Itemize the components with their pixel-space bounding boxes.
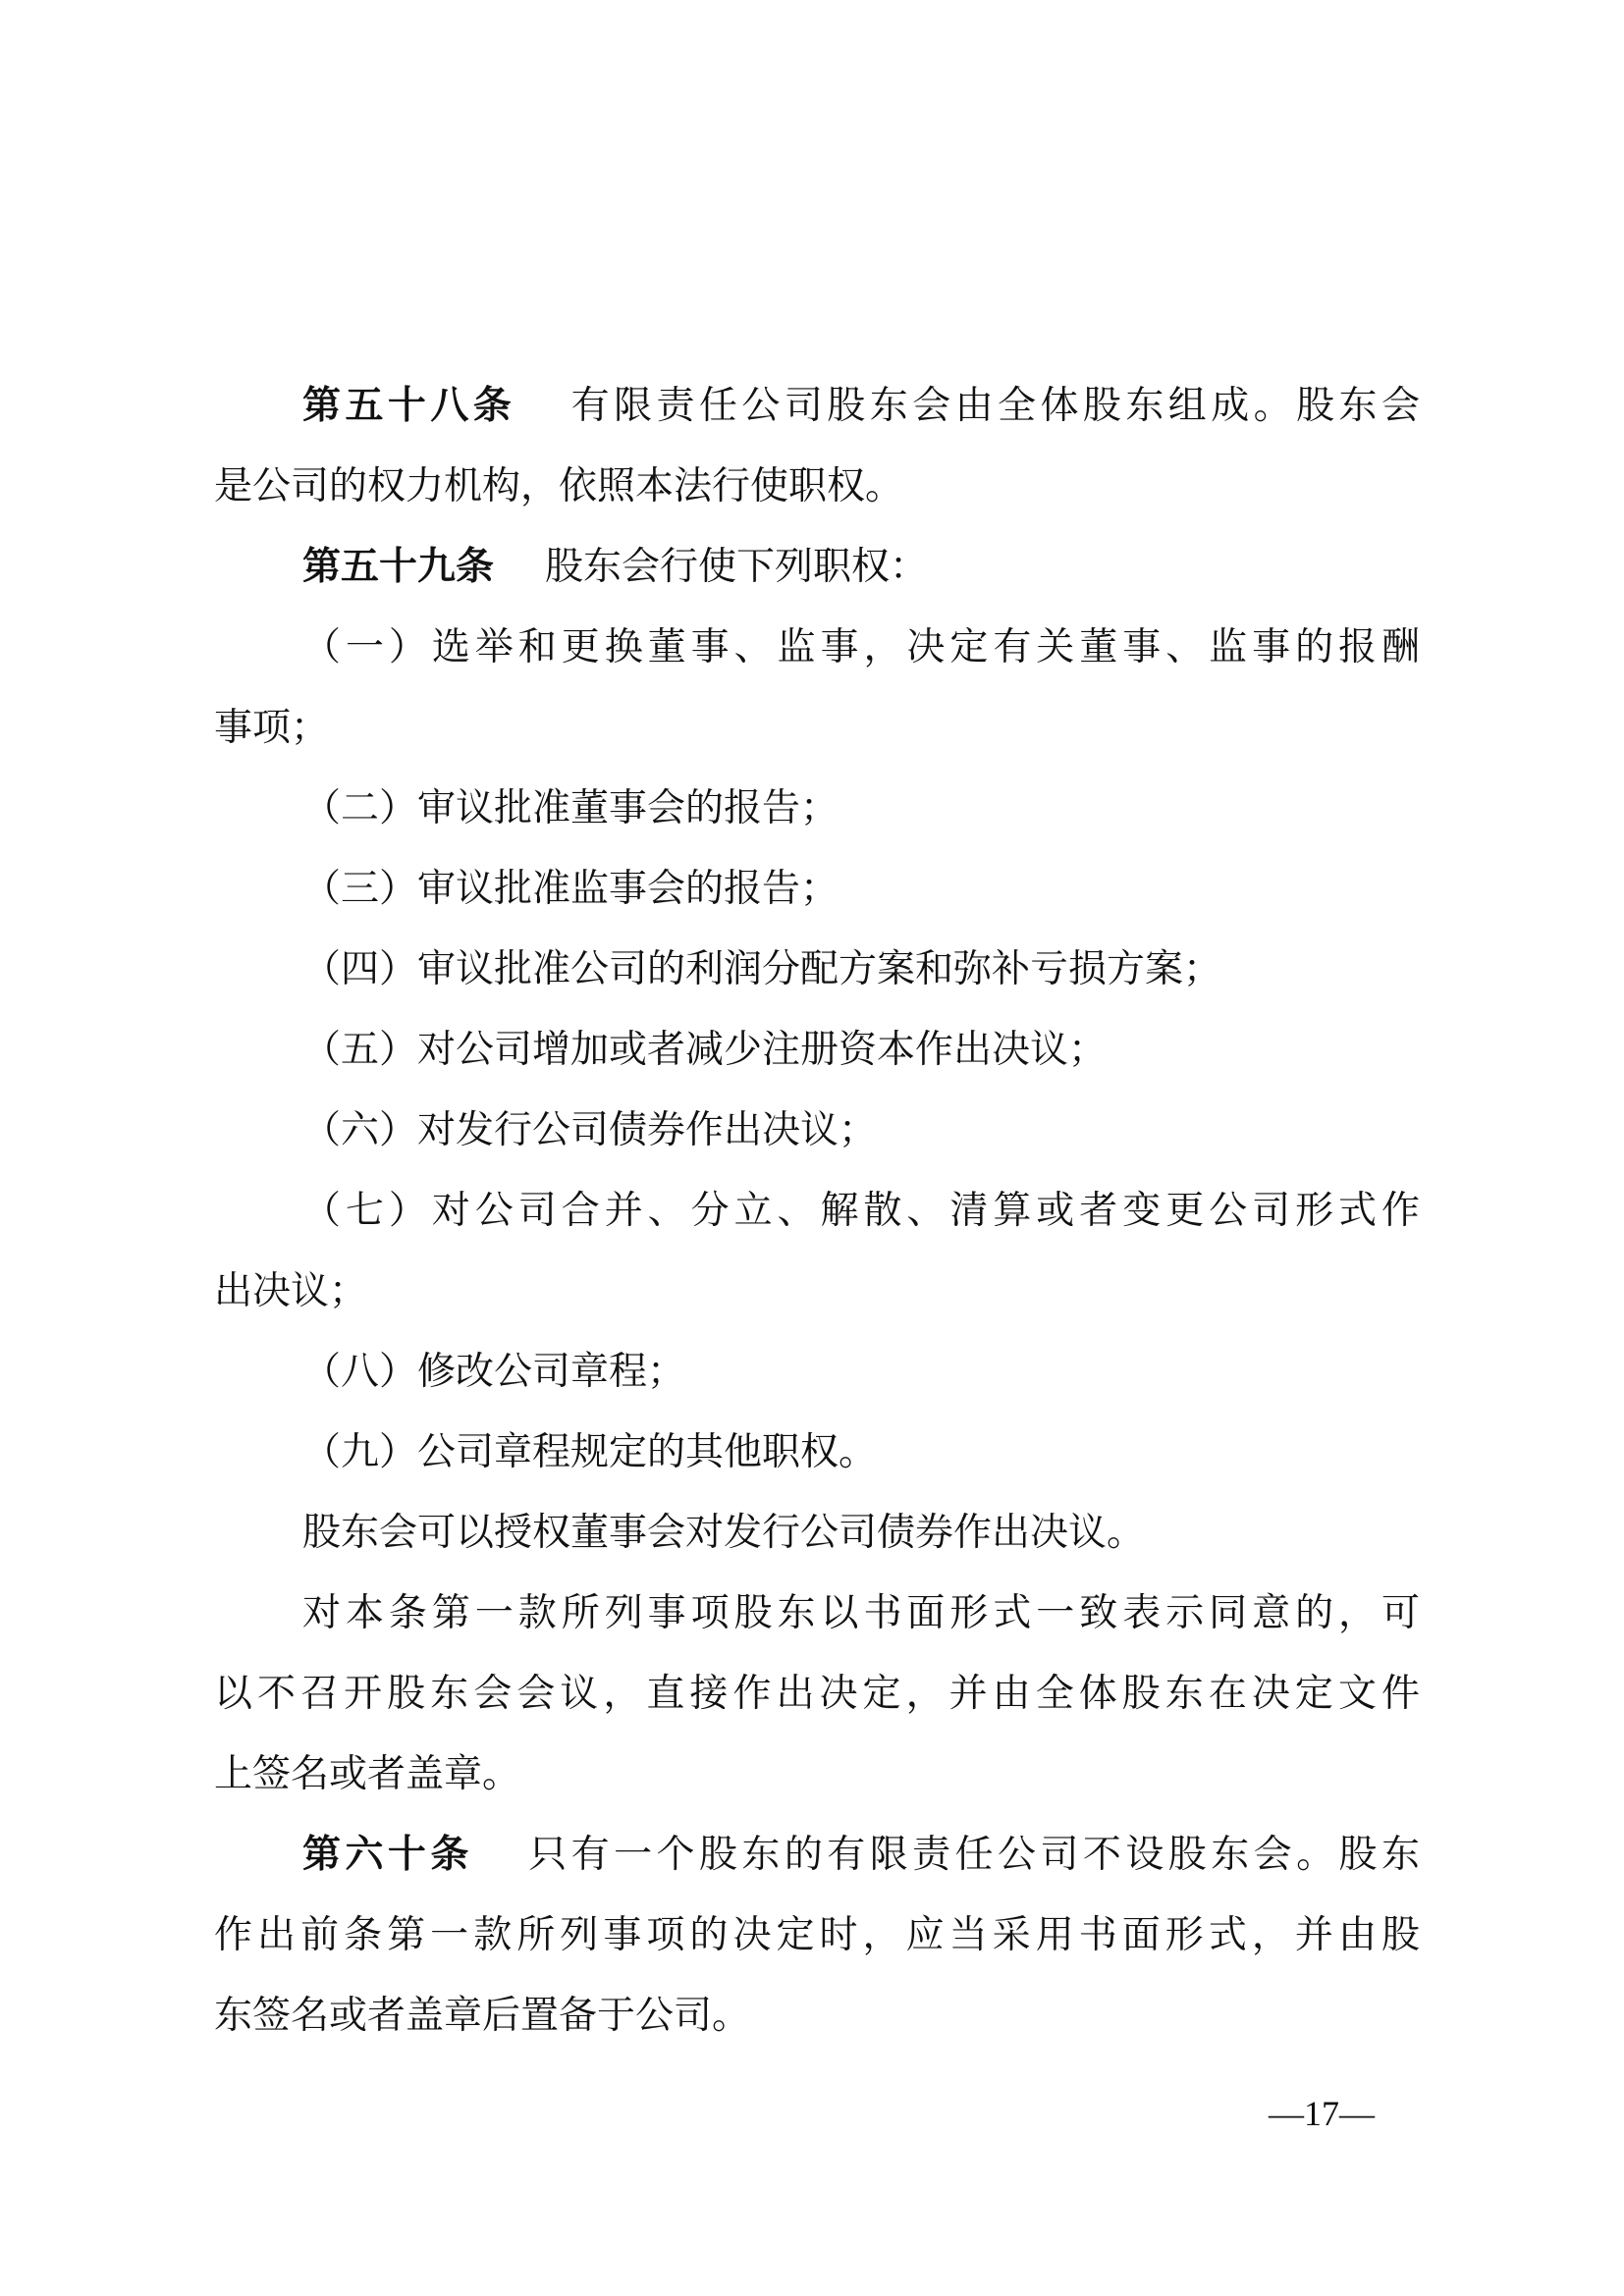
article-60-line-2: 作出前条第一款所列事项的决定时，应当采用书面形式，并由股	[214, 1913, 1420, 1957]
article-59-intro: 股东会行使下列职权：	[545, 545, 929, 589]
article-59-item-1-line-1: （一）选举和更换董事、监事，决定有关董事、监事的报酬	[302, 625, 1420, 669]
article-59-item-9: （九）公司章程规定的其他职权。	[302, 1430, 878, 1474]
article-59-paragraph-3-line-1: 对本条第一款所列事项股东以书面形式一致表示同意的，可	[302, 1591, 1420, 1635]
article-59-paragraph-3-line-3: 上签名或者盖章。	[214, 1752, 521, 1796]
article-59-item-6: （六）对发行公司债券作出决议；	[302, 1108, 878, 1152]
article-59-paragraph-2: 股东会可以授权董事会对发行公司债券作出决议。	[302, 1511, 1146, 1555]
page-number: —17—	[1269, 2094, 1375, 2133]
article-59-item-2: （二）审议批准董事会的报告；	[302, 786, 839, 830]
article-60-line-1	[302, 1830, 1420, 1881]
article-60-title: 第六十条	[302, 1833, 473, 1877]
article-58-line-2: 是公司的权力机构，依照本法行使职权。	[214, 464, 904, 508]
article-59-item-1-line-2: 事项；	[214, 706, 330, 750]
article-59-item-5: （五）对公司增加或者减少注册资本作出决议；	[302, 1028, 1108, 1072]
article-58-line-1	[302, 381, 1420, 432]
article-60-line-3: 东签名或者盖章后置备于公司。	[214, 1994, 751, 2038]
article-59-paragraph-3-line-2: 以不召开股东会会议，直接作出决定，并由全体股东在决定文件	[214, 1672, 1420, 1716]
article-59-title: 第五十九条	[302, 545, 495, 589]
article-59-item-3: （三）审议批准监事会的报告；	[302, 867, 839, 911]
article-59-item-4: （四）审议批准公司的利润分配方案和弥补亏损方案；	[302, 947, 1222, 991]
article-59-item-7-line-1: （七）对公司合并、分立、解散、清算或者变更公司形式作	[302, 1189, 1420, 1233]
article-59-item-7-line-2: 出决议；	[214, 1269, 368, 1313]
article-58-title: 第五十八条	[302, 384, 516, 428]
article-59-line-1	[302, 542, 928, 593]
article-60-text-1: 只有一个股东的有限责任公司不设股东会。股东	[523, 1833, 1420, 1877]
article-58-text-1: 有限责任公司股东会由全体股东组成。股东会	[567, 384, 1420, 428]
article-59-item-8: （八）修改公司章程；	[302, 1350, 686, 1394]
